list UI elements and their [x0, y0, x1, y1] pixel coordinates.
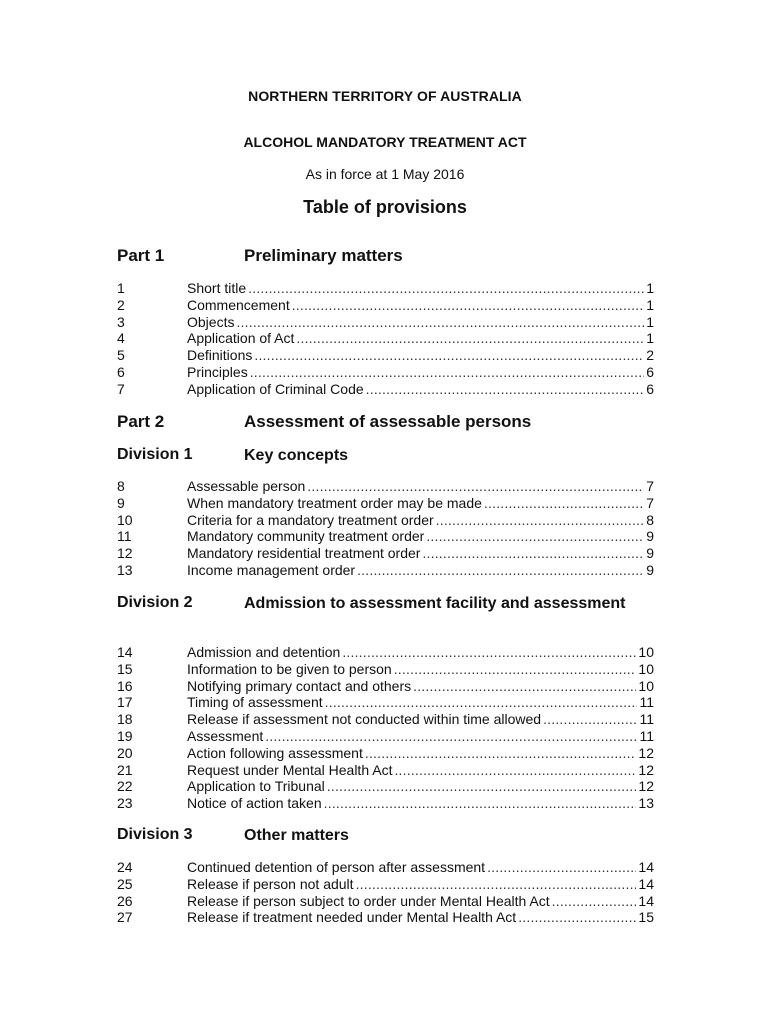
provision-entry — [187, 661, 654, 678]
dot-leader — [552, 893, 637, 910]
provision-entry — [187, 678, 654, 695]
toc-entry[interactable] — [117, 364, 654, 381]
dot-leader — [357, 562, 644, 579]
dot-leader — [307, 478, 644, 495]
toc-entry[interactable] — [117, 795, 654, 812]
page-number: 1 — [646, 296, 654, 313]
page-number: 11 — [639, 694, 654, 711]
provision-number: 15 — [117, 660, 133, 677]
provision-number: 14 — [117, 644, 133, 660]
provision-entry — [187, 909, 654, 926]
provision-entry — [187, 893, 654, 910]
page-number: 1 — [646, 280, 654, 296]
page-number: 14 — [638, 892, 654, 909]
provision-title: Notifying primary contact and others — [187, 677, 412, 694]
provision-entry — [187, 762, 654, 779]
provision-number: 3 — [117, 313, 125, 330]
provision-title: Assessable person — [187, 478, 306, 494]
dot-leader — [254, 347, 644, 364]
page-number: 8 — [646, 511, 654, 528]
provision-title: Notice of action taken — [187, 795, 322, 812]
provision-number: 6 — [117, 364, 125, 380]
provision-number: 27 — [117, 909, 133, 926]
provision-entry — [187, 280, 654, 297]
toc-entry[interactable] — [117, 778, 654, 795]
toc-entry[interactable] — [117, 562, 654, 579]
toc-entry[interactable] — [117, 762, 654, 779]
division-title: Other matters — [244, 827, 349, 844]
provision-entry — [187, 478, 654, 495]
provision-number: 23 — [117, 795, 133, 812]
part-title: Preliminary matters — [244, 246, 403, 265]
provision-entry — [187, 330, 654, 347]
dot-leader — [327, 778, 637, 795]
dot-leader — [394, 661, 637, 678]
dot-leader — [365, 745, 637, 762]
provision-number: 9 — [117, 494, 125, 511]
dot-leader — [342, 644, 636, 661]
toc-entry[interactable] — [117, 661, 654, 678]
dot-leader — [422, 545, 644, 562]
provision-number: 12 — [117, 545, 133, 562]
provision-title: Timing of assessment — [187, 694, 323, 711]
page-number: 2 — [646, 347, 654, 364]
provision-title: Application to Tribunal — [187, 778, 325, 795]
page-number: 6 — [646, 364, 654, 380]
jurisdiction-heading: NORTHERN TERRITORY OF AUSTRALIA — [248, 88, 522, 104]
toc-entry[interactable] — [117, 280, 654, 297]
toc-entry[interactable] — [117, 478, 654, 495]
dot-leader — [265, 728, 637, 745]
toc-entry[interactable] — [117, 528, 654, 545]
provision-title: Mandatory residential treatment order — [187, 545, 421, 562]
toc-entry[interactable] — [117, 495, 654, 512]
provision-title: Action following assessment — [187, 744, 363, 761]
provision-number: 13 — [117, 562, 133, 578]
provision-title: Continued detention of person after assessment — [187, 859, 486, 875]
toc-entry[interactable] — [117, 678, 654, 695]
dot-leader — [325, 694, 638, 711]
page-number: 14 — [638, 859, 654, 875]
provision-entry — [187, 859, 654, 876]
provision-entry — [187, 495, 654, 512]
page-number: 6 — [646, 380, 654, 397]
provision-number: 8 — [117, 478, 125, 494]
page-number: 12 — [638, 778, 654, 795]
division-title: Key concepts — [244, 447, 349, 464]
division-label: Division 1 — [117, 446, 193, 463]
in-force-date: As in force at 1 May 2016 — [305, 166, 465, 182]
dot-leader — [518, 909, 636, 926]
toc-entry[interactable] — [117, 347, 654, 364]
page-number: 11 — [639, 711, 654, 728]
page-number: 7 — [646, 494, 654, 511]
dot-leader — [487, 859, 636, 876]
provision-title: Objects — [187, 313, 235, 330]
dot-leader — [296, 330, 644, 347]
provision-entry — [187, 314, 654, 331]
provision-title: Release if treatment needed under Mental Health Act — [187, 909, 517, 926]
toc-entry[interactable] — [117, 893, 654, 910]
provision-title: Release if person not adult — [187, 875, 354, 892]
provision-number: 18 — [117, 711, 133, 728]
provision-entry — [187, 745, 654, 762]
provision-entry — [187, 528, 654, 545]
dot-leader — [250, 364, 645, 381]
provision-title: Principles — [187, 364, 248, 380]
provision-number: 5 — [117, 347, 125, 364]
page-number: 12 — [638, 744, 654, 761]
provision-entry — [187, 728, 654, 745]
page-number: 9 — [646, 562, 654, 578]
provision-title: Application of Act — [187, 330, 295, 347]
page-number: 10 — [638, 644, 654, 660]
page-number: 10 — [638, 677, 654, 694]
act-title: ALCOHOL MANDATORY TREATMENT ACT — [243, 134, 527, 150]
part-label: Part 2 — [117, 412, 165, 431]
provision-title: Application of Criminal Code — [187, 380, 364, 397]
toc-entry[interactable] — [117, 711, 654, 728]
dot-leader — [436, 512, 645, 529]
provision-number: 11 — [117, 528, 132, 545]
toc-entry[interactable] — [117, 909, 654, 926]
page-number: 13 — [638, 795, 654, 812]
provision-title: Information to be given to person — [187, 660, 392, 677]
provision-number: 19 — [117, 728, 133, 744]
part-label: Part 1 — [117, 246, 165, 265]
provision-entry — [187, 347, 654, 364]
provision-entry — [187, 512, 654, 529]
toc-entry[interactable] — [117, 545, 654, 562]
division-label: Division 2 — [117, 594, 193, 611]
division-label: Division 3 — [117, 826, 193, 843]
provision-entry — [187, 297, 654, 314]
provision-entry — [187, 545, 654, 562]
provision-title: Release if person subject to order under Mental Health Act — [187, 892, 550, 909]
provision-title: Commencement — [187, 296, 290, 313]
provision-number: 22 — [117, 778, 133, 795]
toc-entry[interactable] — [117, 297, 654, 314]
provision-title: When mandatory treatment order may be made — [187, 494, 482, 511]
page-number: 11 — [639, 728, 654, 744]
provision-number: 1 — [117, 280, 125, 296]
toc-entry[interactable] — [117, 512, 654, 529]
provision-number: 21 — [117, 761, 133, 778]
page-number: 15 — [638, 909, 654, 926]
toc-entry[interactable] — [117, 745, 654, 762]
provision-title: Assessment — [187, 728, 264, 744]
page-number: 1 — [646, 313, 654, 330]
provision-entry — [187, 381, 654, 398]
dot-leader — [484, 495, 644, 512]
dot-leader — [248, 280, 644, 297]
page-number: 1 — [646, 330, 654, 347]
provision-number: 16 — [117, 677, 133, 694]
provision-title: Income management order — [187, 562, 356, 578]
provision-title: Short title — [187, 280, 247, 296]
provision-number: 20 — [117, 744, 133, 761]
toc-entry[interactable] — [117, 859, 654, 876]
provision-title: Admission and detention — [187, 644, 341, 660]
provision-number: 7 — [117, 380, 125, 397]
page-number: 10 — [638, 660, 654, 677]
toc-entry[interactable] — [117, 694, 654, 711]
toc-entry[interactable] — [117, 381, 654, 398]
dot-leader — [543, 711, 637, 728]
provision-number: 25 — [117, 875, 133, 892]
provision-title: Criteria for a mandatory treatment order — [187, 511, 434, 528]
page-number: 7 — [646, 478, 654, 494]
toc-entry[interactable] — [117, 728, 654, 745]
toc-entry[interactable] — [117, 644, 654, 661]
provision-entry — [187, 364, 654, 381]
part-title: Assessment of assessable persons — [244, 412, 532, 431]
provision-entry — [187, 644, 654, 661]
toc-entry[interactable] — [117, 876, 654, 893]
provision-entry — [187, 711, 654, 728]
page-number: 12 — [638, 761, 654, 778]
provision-entry — [187, 562, 654, 579]
provision-entry — [187, 778, 654, 795]
toc-entry[interactable] — [117, 314, 654, 331]
provision-number: 24 — [117, 859, 133, 875]
provision-title: Definitions — [187, 347, 253, 364]
provision-number: 4 — [117, 330, 125, 347]
provision-entry — [187, 876, 654, 893]
provision-number: 2 — [117, 296, 125, 313]
toc-entry[interactable] — [117, 330, 654, 347]
provision-title: Release if assessment not conducted within time allowed — [187, 711, 542, 728]
dot-leader — [292, 297, 645, 314]
page-number: 14 — [638, 875, 654, 892]
provision-title: Request under Mental Health Act — [187, 761, 393, 778]
dot-leader — [413, 678, 636, 695]
dot-leader — [236, 314, 644, 331]
page-number: 9 — [646, 545, 654, 562]
provision-entry — [187, 694, 654, 711]
dot-leader — [324, 795, 637, 812]
toc-title: Table of provisions — [303, 197, 467, 217]
provision-title: Mandatory community treatment order — [187, 528, 425, 545]
dot-leader — [426, 528, 644, 545]
page-number: 9 — [646, 528, 654, 545]
dot-leader — [356, 876, 637, 893]
dot-leader — [394, 762, 636, 779]
provision-number: 10 — [117, 511, 133, 528]
provision-number: 26 — [117, 892, 133, 909]
provision-number: 17 — [117, 694, 133, 711]
dot-leader — [366, 381, 645, 398]
provision-entry — [187, 795, 654, 812]
division-title: Admission to assessment facility and assessment — [244, 595, 626, 612]
